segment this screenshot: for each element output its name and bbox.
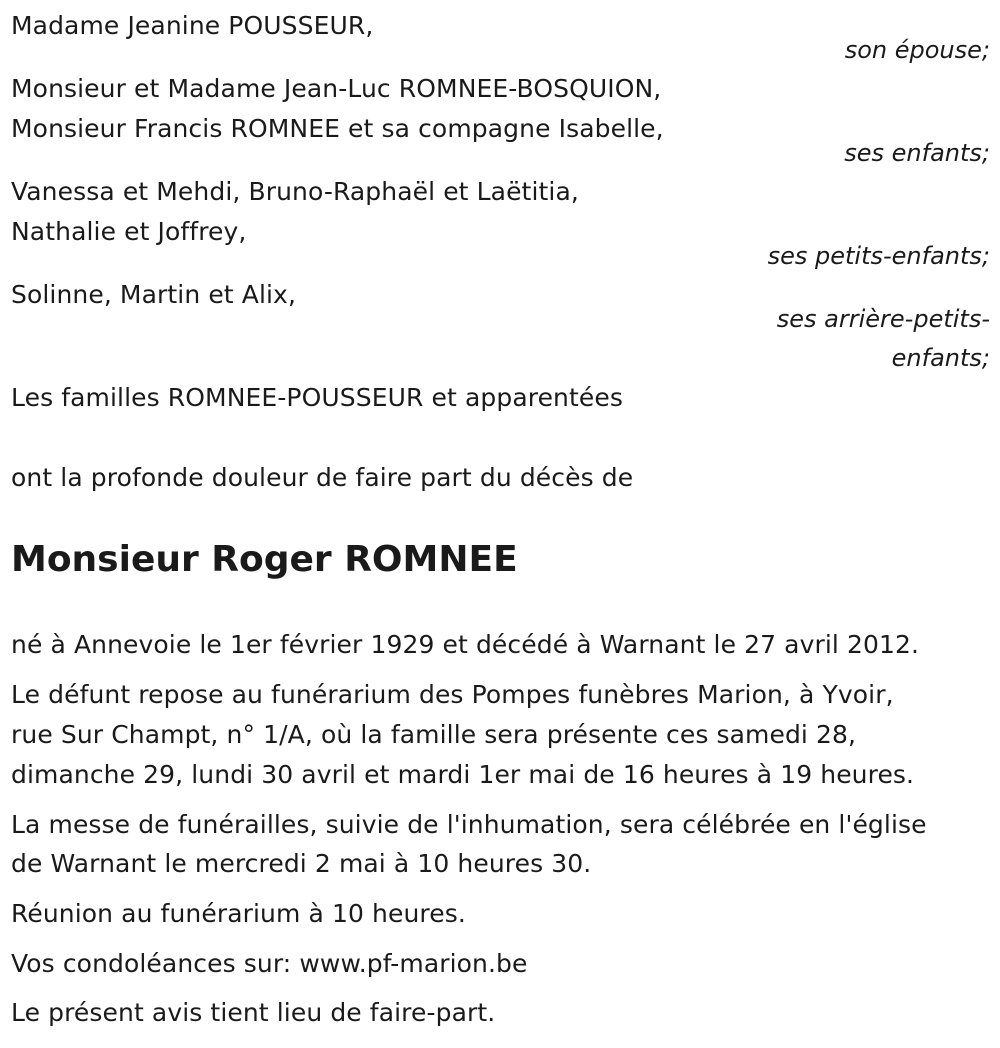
mass-line-2: de Warnant le mercredi 2 mai à 10 heures 30. [11,849,592,878]
deceased-name: Monsieur Roger ROMNEE [11,539,518,580]
meeting-line: Réunion au funérarium à 10 heures. [11,899,466,928]
great-grandchildren-role-2: enfants; [891,344,990,372]
condolences-line: Vos condoléances sur: www.pf-marion.be [11,949,528,978]
children-role: ses enfants; [844,139,990,167]
announcement-intro: ont la profonde douleur de faire part du décès de [11,463,634,492]
great-grandchildren-role-1: ses arrière-petits- [776,305,990,333]
grandchild-names-1: Vanessa et Mehdi, Bruno-Raphaël et Laëtitia, [11,177,579,206]
repose-line-1: Le défunt repose au funérarium des Pompes funèbres Marion, à Yvoir, [11,680,894,709]
birth-death-line: né à Annevoie le 1er février 1929 et décédé à Warnant le 27 avril 2012. [11,630,920,659]
spouse-role: son épouse; [844,36,990,64]
spouse-name: Madame Jeanine POUSSEUR, [11,11,374,40]
grandchild-names-2: Nathalie et Joffrey, [11,217,247,246]
grandchildren-role: ses petits-enfants; [767,242,990,270]
repose-line-2: rue Sur Champt, n° 1/A, où la famille sera présente ces samedi 28, [11,720,857,749]
child-name-1: Monsieur et Madame Jean-Luc ROMNEE-BOSQUION, [11,74,662,103]
child-name-2: Monsieur Francis ROMNEE et sa compagne Isabelle, [11,114,664,143]
repose-line-3: dimanche 29, lundi 30 avril et mardi 1er mai de 16 heures à 19 heures. [11,760,915,789]
great-grandchild-names: Solinne, Martin et Alix, [11,280,296,309]
notice-line: Le présent avis tient lieu de faire-part. [11,998,496,1027]
extended-families: Les familles ROMNEE-POUSSEUR et apparentées [11,383,623,412]
mass-line-1: La messe de funérailles, suivie de l'inhumation, sera célébrée en l'église [11,810,927,839]
